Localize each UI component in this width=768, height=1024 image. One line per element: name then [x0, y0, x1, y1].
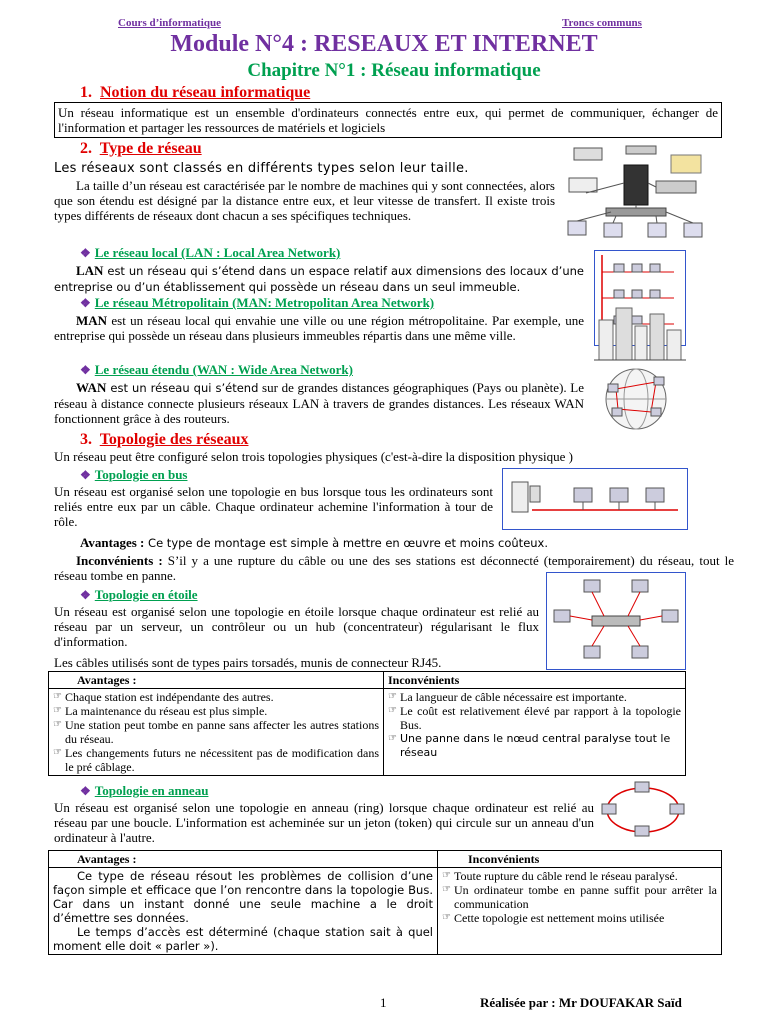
- bus-advantages-text: Ce type de montage est simple à mettre en œuvre et moins coûteux.: [144, 536, 549, 550]
- section-1-number: 1.: [80, 84, 92, 101]
- diamond-icon: ❖: [80, 363, 91, 377]
- definition-box: [54, 102, 722, 138]
- section-3-heading: [80, 431, 248, 449]
- pointing-hand-icon: ☞: [53, 719, 62, 730]
- page-number: 1: [380, 995, 387, 1010]
- list-item: [442, 911, 717, 925]
- man-diagram: [594, 300, 686, 366]
- header-level: Troncs communs: [562, 17, 642, 29]
- list-item: [53, 746, 379, 774]
- bus-heading-text: Topologie en bus: [94, 467, 188, 482]
- lan-term: LAN: [76, 263, 104, 278]
- topology-intro: Un réseau peut être configuré selon trois topologies physiques (c'est-à-dire la disposition physique ): [54, 449, 573, 464]
- list-item: [388, 704, 681, 732]
- header-course: Cours d’informatique: [118, 17, 221, 29]
- star-table: [48, 671, 686, 776]
- star-inc-3: Une panne dans le nœud central paralyse tout le réseau: [400, 732, 671, 759]
- lan-text: est un réseau qui s’étend dans un espace relatif aux dimensions des locaux d’une entreprise ou d’un établissement qui possède un réseau dans un seul immeuble.: [54, 264, 584, 294]
- pointing-hand-icon: ☞: [53, 691, 62, 702]
- bus-heading: [80, 467, 188, 483]
- star-adv-3: Une station peut tombe en panne sans affecter les autres stations du réseau.: [65, 718, 379, 746]
- ring-heading: [80, 783, 208, 799]
- wan-heading-text: Le réseau étendu (WAN : Wide Area Network): [94, 362, 353, 377]
- pointing-hand-icon: ☞: [53, 747, 62, 758]
- list-item: [442, 883, 717, 911]
- pointing-hand-icon: ☞: [388, 691, 397, 702]
- ring-adv-header: Avantages :: [49, 851, 438, 868]
- section-3-number: 3.: [80, 431, 92, 448]
- wan-globe-diagram: [596, 364, 686, 434]
- ring-adv-p1-text: Ce type de réseau résout les problèmes de collision d’une façon simple et efficace que l’on rencontre dans la topologie Bus. Car dans un instant donné une seule machine a le droit d’émettre ses données.: [53, 869, 433, 925]
- list-item: [53, 690, 379, 704]
- lan-heading: [80, 245, 340, 261]
- star-inc-cell: [384, 689, 686, 776]
- section-2-title: Type de réseau: [99, 140, 202, 157]
- section-2-heading: [80, 140, 202, 158]
- ring-adv-cell: [49, 868, 438, 955]
- star-adv-cell: [49, 689, 384, 776]
- network-types-intro: Les réseaux sont classés en différents types selon leur taille.: [54, 161, 469, 176]
- bus-paragraph: Un réseau est organisé selon une topologie en bus lorsque tous les ordinateurs sont reliés entre eux par un câble. Chaque ordinateur achemine l'information à tour de rôle.: [54, 484, 493, 529]
- star-adv-2: La maintenance du réseau est plus simple.: [65, 704, 268, 718]
- ring-inc-3: Cette topologie est nettement moins utilisée: [454, 911, 665, 925]
- bus-disadvantages-label: Inconvénients :: [76, 553, 163, 568]
- star-inc-1: La langueur de câble nécessaire est importante.: [400, 690, 627, 704]
- ring-paragraph: Un réseau est organisé selon une topologie en anneau (ring) lorsque chaque ordinateur est relié au réseau par une boucle. L'information est acheminée sur un jeton (token) qui circule sur un anneau d'un ordinateur à l'autre.: [54, 800, 594, 845]
- network-size-paragraph: La taille d’un réseau est caractérisée par le nombre de machines qui y sont connectées, alors que son étendu est désigné par la distance entre eux, et leur vitesse de transfert. Il existe trois types différents de réseaux dont chacun a ses spécifiques techniques.: [54, 178, 555, 223]
- ring-adv-p1: [53, 869, 433, 925]
- ring-inc-cell: [438, 868, 722, 955]
- list-item: [388, 690, 681, 704]
- diamond-icon: ❖: [80, 296, 91, 310]
- bus-topology-diagram: [502, 468, 688, 530]
- star-topology-diagram: [546, 572, 686, 670]
- diamond-icon: ❖: [80, 246, 91, 260]
- ring-inc-2: Un ordinateur tombe en panne suffit pour arrêter la communication: [454, 883, 717, 911]
- pointing-hand-icon: ☞: [442, 870, 451, 881]
- pointing-hand-icon: ☞: [388, 733, 397, 744]
- diamond-icon: ❖: [80, 468, 91, 482]
- star-inc-header: Inconvénients: [384, 672, 686, 689]
- star-paragraph: Un réseau est organisé selon une topologie en étoile lorsque chaque ordinateur est relié au réseau par un serveur, un contrôleur ou un hub (concentrateur) régularisant le flux d'information.: [54, 604, 539, 649]
- list-item: [388, 732, 681, 760]
- ring-inc-header: Inconvénients: [438, 851, 722, 868]
- star-adv-4: Les changements futurs ne nécessitent pas de modification dans le pré câblage.: [65, 746, 379, 774]
- pointing-hand-icon: ☞: [53, 705, 62, 716]
- wan-term: WAN: [76, 380, 107, 395]
- man-text: est un réseau local qui envahie une ville ou une région métropolitaine. Par exemple, une entreprise qui possède un réseau dans plusieurs immeubles répartis dans une même ville.: [54, 313, 584, 343]
- diamond-icon: ❖: [80, 588, 91, 602]
- ring-topology-diagram: [598, 776, 688, 842]
- ring-inc-1: Toute rupture du câble rend le réseau paralysé.: [454, 869, 678, 883]
- section-1-heading: [80, 84, 310, 102]
- list-item: [53, 704, 379, 718]
- list-item: [53, 718, 379, 746]
- star-heading-text: Topologie en étoile: [94, 587, 198, 602]
- star-adv-header: Avantages :: [49, 672, 384, 689]
- diamond-icon: ❖: [80, 784, 91, 798]
- star-adv-1: Chaque station est indépendante des autres.: [65, 690, 274, 704]
- wan-heading: [80, 362, 353, 378]
- ring-adv-p2: [53, 925, 433, 953]
- wan-text-1: est un réseau qui s’étend: [106, 381, 259, 395]
- list-item: [442, 869, 717, 883]
- wan-paragraph: [54, 380, 584, 426]
- section-3-title: Topologie des réseaux: [99, 431, 249, 448]
- man-paragraph: [54, 313, 584, 343]
- pointing-hand-icon: ☞: [442, 912, 451, 923]
- star-cables-text: Les câbles utilisés sont de types pairs torsadés, munis de connecteur RJ45.: [54, 655, 442, 670]
- section-2-number: 2.: [80, 140, 92, 157]
- man-heading-text: Le réseau Métropolitain (MAN: Metropolitan Area Network): [94, 295, 435, 310]
- pointing-hand-icon: ☞: [442, 884, 451, 895]
- wan-text-2: sur de grandes distances géographiques (Pays ou planète). Le réseau à distance connecte plusieurs réseaux LAN à travers de grandes distances. Les réseaux WAN fonctionnent grâce à des routeurs.: [54, 380, 585, 426]
- lan-heading-text: Le réseau local (LAN : Local Area Network): [94, 245, 341, 260]
- man-heading: [80, 295, 434, 311]
- definition-text: Un réseau informatique est un ensemble d'ordinateurs connectés entre eux, qui permet de communiquer, échanger de l'information et partager les ressources de matériels et logiciels: [58, 105, 718, 135]
- pointing-hand-icon: ☞: [388, 705, 397, 716]
- bus-disadvantages-text: S’il y a une rupture du câble ou une des ses stations est déconnecté (temporairement) du réseau, tout le réseau tombe en panne.: [54, 553, 734, 583]
- section-1-title: Notion du réseau informatique: [100, 84, 311, 101]
- ring-table: [48, 850, 722, 955]
- bus-advantages: [80, 535, 548, 551]
- bus-advantages-label: Avantages :: [80, 535, 145, 550]
- network-equipment-diagram: [566, 143, 716, 243]
- star-inc-2: Le coût est relativement élevé par rapport à la topologie Bus.: [400, 704, 681, 732]
- ring-adv-p2-text: Le temps d’accès est déterminé (chaque station sait à quel moment elle doit « parler »).: [53, 925, 433, 953]
- star-heading: [80, 587, 198, 603]
- author-credit: Réalisée par : Mr DOUFAKAR Saïd: [480, 995, 682, 1010]
- ring-heading-text: Topologie en anneau: [94, 783, 209, 798]
- chapter-title: Chapitre N°1 : Réseau informatique: [247, 60, 541, 81]
- lan-paragraph: [54, 263, 584, 295]
- module-title: Module N°4 : RESEAUX ET INTERNET: [170, 31, 598, 57]
- man-term: MAN: [76, 313, 108, 328]
